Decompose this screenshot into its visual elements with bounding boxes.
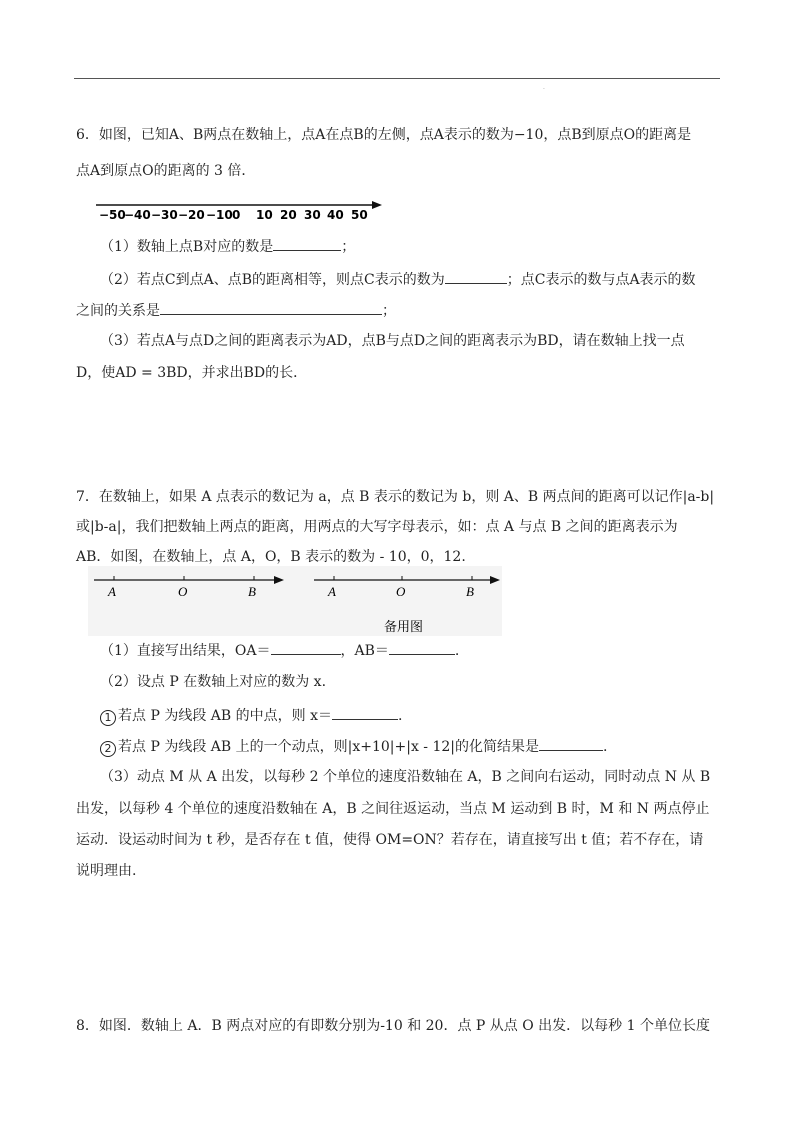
q6-part-2-text-b: ；点C表示的数与点A表示的数 xyxy=(506,272,696,288)
q7-part-1-end: . xyxy=(454,643,460,659)
q6-number-line xyxy=(96,196,386,222)
q6-part-2-text-c: 之间的关系是 xyxy=(76,303,160,319)
q6-part-2-answer-blank-2[interactable] xyxy=(160,300,382,315)
q7-spare-caption: 备用图 xyxy=(384,620,424,635)
q6-axis-tick-label: −10 xyxy=(206,208,233,222)
q6-axis-tick-label: −30 xyxy=(151,208,178,222)
q6-part-3-line-1: （3）若点A与点D之间的距离表示为AD，点B与点D之间的距离表示为BD，请在数轴上找一点 xyxy=(100,333,685,349)
q7-oa-answer-blank[interactable] xyxy=(271,640,341,655)
q7-line-1: 7．在数轴上，如果 A 点表示的数记为 a，点 B 表示的数记为 b，则 A、B 两点间的距离可以记作|a-b| xyxy=(76,489,715,505)
q7-part-3-line-4: 说明理由. xyxy=(76,863,137,879)
q7-part-1-text-a: （1）直接写出结果，OA＝ xyxy=(100,643,271,659)
q6-part-3-line-2: D，使AD = 3BD，并求出BD的长． xyxy=(76,365,308,381)
q7-part-3-line-3: 运动．设运动时间为 t 秒，是否存在 t 值，使得 OM=ON？若存在，请直接写出 t 值；若不存在，请 xyxy=(76,832,704,848)
header-rule xyxy=(74,78,720,79)
q6-line-2: 点A到原点O的距离的 3 倍． xyxy=(76,163,256,179)
q6-part-2-end: ； xyxy=(382,303,396,319)
q6-part-2 xyxy=(100,269,696,289)
q7-label-o-left: O xyxy=(178,584,188,599)
q7-item-2-end: . xyxy=(603,739,608,755)
q7-part-2-item-1 xyxy=(100,705,402,726)
q7-part-1 xyxy=(100,640,459,660)
q7-ab-answer-blank[interactable] xyxy=(389,640,455,655)
q6-part-1 xyxy=(100,236,355,256)
q7-axis-arrow-right xyxy=(490,576,500,584)
q6-part-1-text: （1）数轴上点B对应的数是 xyxy=(100,239,274,255)
q6-axis-arrow xyxy=(372,201,382,209)
q7-label-o-right: O xyxy=(396,584,406,599)
q7-part-1-text-b: ，AB＝ xyxy=(340,643,389,659)
q7-figure xyxy=(88,566,502,636)
q7-simplify-answer-blank[interactable] xyxy=(539,736,603,751)
q6-axis-tick-label: 50 xyxy=(351,208,368,222)
q6-line-1: 6．如图，已知A、B两点在数轴上，点A在点B的左侧，点A表示的数为−10，点B到原点O的距离是 xyxy=(76,127,692,143)
q6-axis-tick-label: 0 xyxy=(232,208,241,222)
q7-label-a-right: A xyxy=(328,584,336,599)
q7-part-2: （2）设点 P 在数轴上对应的数为 x. xyxy=(100,674,327,690)
q7-line-2: 或|b-a|，我们把数轴上两点的距离，用两点的大写字母表示，如：点 A 与点 B 之间的距离表示为 xyxy=(76,519,678,535)
q7-label-b-right: B xyxy=(466,584,474,599)
q6-axis-tick-label: −20 xyxy=(178,208,205,222)
q7-item-1-end: . xyxy=(397,708,403,724)
q7-part-3-line-2: 出发，以每秒 4 个单位的速度沿数轴在 A，B 之间往返运动，当点 M 运动到 B 时，M 和 N 两点停止 xyxy=(76,801,710,817)
q7-axis-arrow-left xyxy=(274,576,284,584)
q6-axis-tick-label: −40 xyxy=(124,208,151,222)
q6-axis-tick-label: 10 xyxy=(256,208,273,222)
q7-number-lines xyxy=(88,566,502,636)
q7-label-a-left: A xyxy=(108,584,116,599)
q7-label-b-left: B xyxy=(248,584,256,599)
q6-part-2-answer-blank-1[interactable] xyxy=(445,269,507,284)
circled-two-icon: 2 xyxy=(100,741,116,757)
q6-axis-tick-label: 40 xyxy=(327,208,344,222)
q6-axis-tick-label: −50 xyxy=(99,208,126,222)
q6-axis-tick-label: 30 xyxy=(304,208,321,222)
q7-x-answer-blank[interactable] xyxy=(332,705,398,720)
circled-one-icon: 1 xyxy=(100,710,116,726)
q7-item-1-text: 若点 P 为线段 AB 的中点，则 x＝ xyxy=(118,708,332,724)
q6-part-1-end: ； xyxy=(341,239,356,255)
header-dot: · xyxy=(543,86,545,93)
q6-axis-tick-label: 20 xyxy=(280,208,297,222)
q6-part-2-text-a: （2）若点C到点A、点B的距离相等，则点C表示的数为 xyxy=(100,272,445,288)
q7-part-3-line-1: （3）动点 M 从 A 出发，以每秒 2 个单位的速度沿数轴在 A，B 之间向右运动，同时动点 N 从 B xyxy=(100,769,711,785)
q7-part-2-item-2 xyxy=(100,736,607,757)
q7-line-3: AB．如图，在数轴上，点 A，O，B 表示的数为 - 10，0，12. xyxy=(76,549,466,565)
q7-item-2-text: 若点 P 为线段 AB 上的一个动点，则|x+10|+|x - 12|的化简结果是 xyxy=(118,739,539,755)
q8-line-1: 8．如图．数轴上 A．B 两点对应的有即数分别为-10 和 20．点 P 从点 O 出发．以每秒 1 个单位长度 xyxy=(76,1018,710,1034)
q6-part-2-cont xyxy=(76,300,396,320)
q6-part-1-answer-blank[interactable] xyxy=(273,236,341,251)
